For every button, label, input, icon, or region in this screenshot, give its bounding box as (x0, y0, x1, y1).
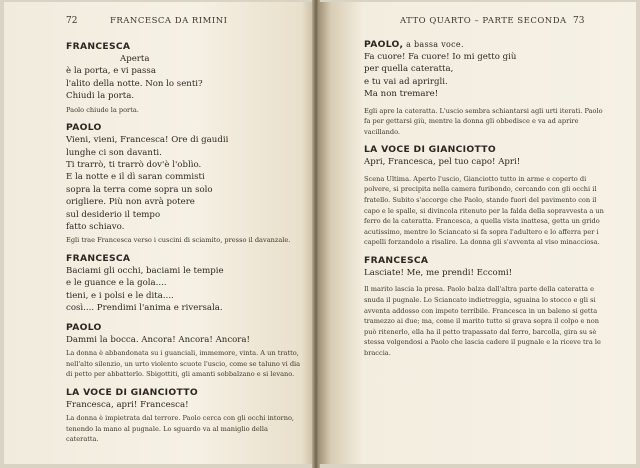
page-text (66, 40, 302, 447)
speaker-label: PAOLO (66, 122, 102, 134)
speaker-label: PAOLO, (364, 39, 404, 50)
speaker-name (364, 38, 604, 51)
speaker-name (66, 121, 302, 134)
speaker-name (66, 40, 302, 53)
verse-line: e tu vai ad aprirgli. (364, 76, 448, 87)
verse-line: Dammi la bocca. Ancora! Ancora! Ancora! (66, 334, 250, 345)
left-page (4, 2, 314, 464)
verse-line: E la notte e il dì saran commisti (66, 172, 205, 183)
speaker-label: PAOLO (66, 321, 102, 333)
verse-line: lunghe ci son davanti. (66, 147, 162, 158)
verse-line: tieni, e i polsi e le dita.... (66, 290, 174, 301)
stage-direction: Egli apre la cateratta. L'uscio sembra schiantarsi agli urti iterati. Paolo fa per gettarsi giù, mentre la donna gli obbedisce e va ad aprire vacillando. (364, 106, 603, 136)
verse-line: Ma non tremare! (364, 89, 439, 100)
verse-line: così.... Prendimi l'anima e riversala. (66, 303, 223, 314)
verse-line: per quella cateratta, (364, 64, 454, 75)
page-number: 72 (66, 16, 78, 26)
verse-line: l'alito della notte. Non lo senti? (66, 78, 203, 89)
speaker-label: FRANCESCA (66, 253, 131, 265)
stage-direction: La donna è impietrata dal terrore. Paolo cerca con gli occhi intorno, tenendo la mano al pugnale. Lo sguardo va al maniglio della cateratta. (66, 414, 295, 444)
verse-line: Aperta (120, 54, 150, 64)
verse-line: e le guance e la gola.... (66, 278, 167, 289)
speaker-label: LA VOCE DI GIANCIOTTO (66, 386, 198, 398)
verse-line: sopra la terra come sopra un solo (66, 184, 213, 195)
speaker-name (364, 254, 604, 267)
speaker-name (66, 252, 302, 265)
speaker-aside: a bassa voce. (403, 40, 464, 49)
stage-direction: La donna è abbandonata su i guanciali, immemore, vinta. A un tratto, nell'alto silenzio, un urto violento scuote l'uscio, come se taluno vi dia di petto per abbatterlo. Sbigottiti, gli amanti sobbalzano e si levano. (66, 349, 301, 379)
verse-line: Ti trarrò, ti trarrò dov'è l'oblìo. (66, 160, 202, 171)
verse-line: fatto schiavo. (66, 222, 125, 233)
stage-direction: Scena Ultima. Aperto l'uscio, Gianciotto tutto in arme e coperto di polvere, si precipita nella camera furibondo, cercando con gli occhi il fratello. Subito s'accorge che Paolo, stando fuori del pavimento con il capo e le spalle, si divincola ritenuto per la falda della sopravvesta a un ferro de la cateratta. Francesca, a quella vista inattesa, getta un grido acutissimo, mentre lo Sciancato si fa sopra l'adultero e lo afferra per i capelli forzandolo a risalire. La donna gli s'avventa al viso minacciosa. (364, 174, 604, 247)
running-head: ATTO QUARTO – PARTE SECONDA (400, 16, 567, 26)
stage-direction: Paolo chiude la porta. (66, 105, 139, 114)
verse-line: sul desiderio il tempo (66, 209, 161, 220)
speaker-name (66, 321, 302, 334)
speaker-label: LA VOCE DI GIANCIOTTO (364, 144, 496, 156)
verse-line: Fa cuore! Fa cuore! Io mi getto giù (364, 52, 517, 62)
page-text (364, 38, 604, 364)
running-head: FRANCESCA DA RIMINI (110, 16, 228, 26)
verse-line: Baciami gli occhi, baciami le tempie (66, 266, 224, 277)
stage-direction: Il marito lascia la presa. Paolo balza dall'altra parte della cateratta e snuda il pugnale. Lo Sciancato indietreggia, sguaina lo stocco e gli si avventa addosso con impeto terribile. Francesca in un baleno si getta tramezzo ai due; ma, come il marito tutto si grava sopra il colpo e non può ritenerlo, ella ha il petto trapassato dal ferro, barcolla, gira su sè stessa volgendosi a Paolo che lascia cadere il pugnale e la riceve tra le braccia. (364, 285, 601, 357)
verse-line: Francesca, apri! Francesca! (66, 399, 189, 410)
verse-line: Vieni, vieni, Francesca! Ore di gaudii (66, 135, 229, 146)
page-number: 73 (573, 16, 585, 26)
verse-line: Lasciate! Me, me prendi! Eccomi! (364, 267, 513, 278)
right-page (318, 2, 636, 464)
verse-line: Apri, Francesca, pel tuo capo! Apri! (364, 157, 521, 168)
speaker-name (364, 143, 604, 156)
stage-direction: Egli trae Francesca verso i cuscini di sciamito, presso il davanzale. (66, 236, 291, 245)
verse-line: è la porta, e vi passa (66, 66, 156, 77)
speaker-label: FRANCESCA (66, 41, 131, 52)
verse-line: origliere. Più non avrà potere (66, 197, 195, 208)
verse-line: Chiudi la porta. (66, 91, 135, 102)
speaker-name (66, 386, 302, 399)
speaker-label: FRANCESCA (364, 254, 429, 266)
